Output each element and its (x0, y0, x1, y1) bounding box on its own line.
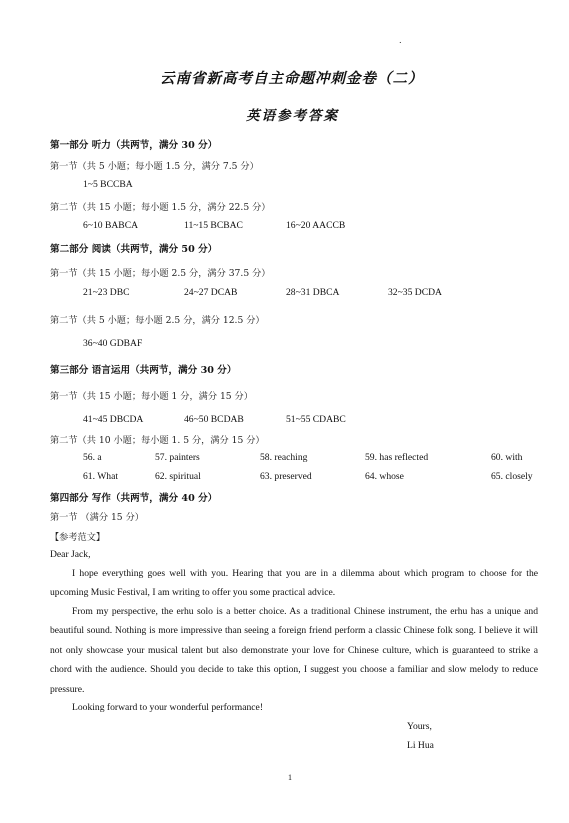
answer-group: 41~45 DBCDA (83, 414, 144, 425)
fill-answer: 61. What (83, 471, 118, 482)
part4-heading: 第四部分 写作（共两节，满分 40 分） (50, 493, 218, 504)
part2-heading: 第二部分 阅读（共两节，满分 50 分） (50, 244, 218, 255)
fill-answer: 64. whose (365, 471, 404, 482)
sample-essay-label: 【参考范文】 (50, 532, 106, 543)
part1-heading: 第一部分 听力（共两节，满分 30 分） (50, 140, 218, 151)
answer-group: 32~35 DCDA (388, 287, 442, 298)
answer-group: 16~20 AACCB (286, 220, 346, 231)
part3-section2-note: 第二节（共 10 小题；每小题 1. 5 分，满分 15 分） (50, 435, 265, 446)
letter-paragraph-1: I hope everything goes well with you. Hearing that you are in a dilemma about which program to choose for the upcoming Music Festival, I am writing to offer you some practical advice. (50, 568, 538, 599)
fill-answer: 63. preserved (260, 471, 312, 482)
fill-answer: 58. reaching (260, 452, 308, 463)
answer-group: 21~23 DBC (83, 287, 130, 298)
answer-group: 28~31 DBCA (286, 287, 340, 298)
fill-answer: 59. has reflected (365, 452, 429, 463)
page-number: 1 (288, 773, 292, 782)
fill-answer: 56. a (83, 452, 102, 463)
letter-closing: Yours, (407, 721, 432, 732)
answer-group: 6~10 BABCA (83, 220, 139, 231)
document-title: 云南省新高考自主命题冲刺金卷（二） (160, 71, 424, 87)
fill-answer: 57. painters (155, 452, 200, 463)
letter-greeting: Dear Jack, (50, 549, 91, 560)
part2-section2-note: 第二节（共 5 小题；每小题 2.5 分，满分 12.5 分） (50, 315, 265, 326)
part1-section1-note: 第一节（共 5 小题；每小题 1.5 分，满分 7.5 分） (50, 161, 259, 172)
letter-paragraph-3: Looking forward to your wonderful performance! (72, 702, 264, 713)
document-subtitle: 英语参考答案 (246, 108, 339, 124)
part1-section1-answers: 1~5 BCCBA (83, 179, 133, 190)
part3-section1-note: 第一节（共 15 小题；每小题 1 分，满分 15 分） (50, 391, 253, 402)
part2-section2-answers: 36~40 GDBAF (83, 338, 143, 349)
fill-answer: 62. spiritual (155, 471, 201, 482)
answer-group: 24~27 DCAB (184, 287, 238, 298)
part3-heading: 第三部分 语言运用（共两节，满分 30 分） (50, 365, 237, 376)
part4-section1-note: 第一节 （满分 15 分） (50, 512, 144, 523)
answer-group: 51~55 CDABC (286, 414, 346, 425)
letter-signature: Li Hua (407, 740, 434, 751)
top-mark: . (399, 36, 402, 45)
fill-answer: 60. with (491, 452, 523, 463)
letter-paragraph-2: From my perspective, the erhu solo is a better choice. As a traditional Chinese instrument, the erhu has a unique and beautiful sound. Nothing is more impressive than seeing a foreign friend perform a classic Chinese folk song. I believe it will not only showcase your musical talent but also demonstrate your love for Chinese culture, which is guaranteed to strike a chord with the audience. Should you decide to take this option, I suggest you choose a familiar and slow melody to reduce pressure. (50, 606, 538, 695)
part1-section2-note: 第二节（共 15 小题；每小题 1.5 分，满分 22.5 分） (50, 202, 271, 213)
fill-answer: 65. closely (491, 471, 533, 482)
answer-group: 46~50 BCDAB (184, 414, 244, 425)
part2-section1-note: 第一节（共 15 小题；每小题 2.5 分，满分 37.5 分） (50, 268, 271, 279)
answer-group: 11~15 BCBAC (184, 220, 243, 231)
